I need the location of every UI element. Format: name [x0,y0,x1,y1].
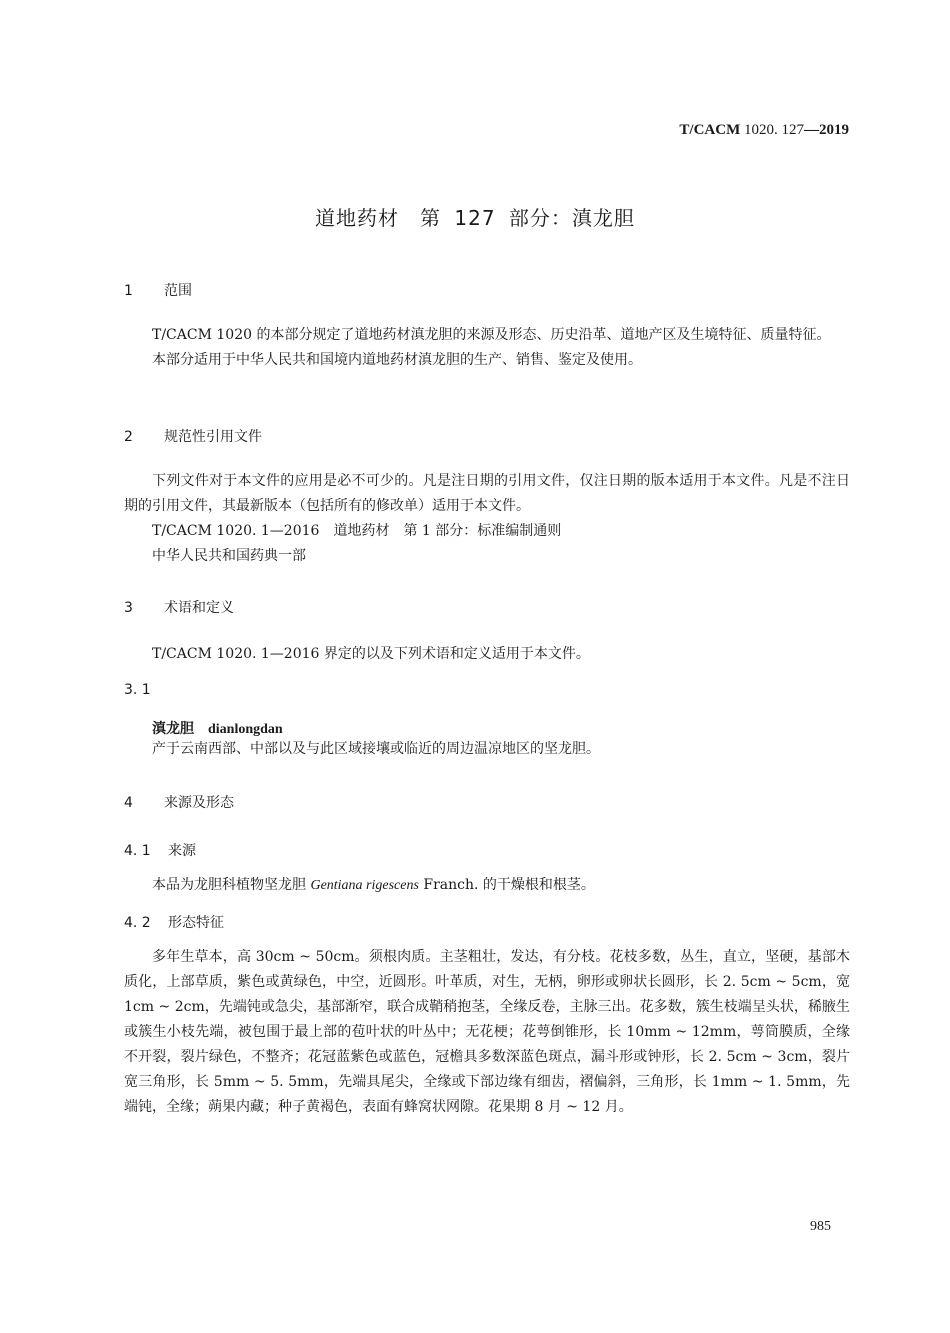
term-3-1-title [152,718,283,738]
subsection-4-2-title: 形态特征 [168,915,224,931]
section-3-heading [124,597,234,617]
section-2-paragraph: 下列文件对于本文件的应用是必不可少的。凡是注日期的引用文件，仅注日期的版本适用于本文件。凡是不注日期的引用文件，其最新版本（包括所有的修改单）适用于本文件。 [124,473,850,514]
section-4-heading [124,792,234,812]
section-2-number: 2 [124,429,133,445]
section-1-heading [124,280,192,300]
subsection-4-1-title: 来源 [168,843,196,859]
section-3-title: 术语和定义 [164,600,234,616]
page-number: 985 [810,1219,831,1234]
section-1-body [124,323,850,373]
section-1-title: 范围 [164,283,192,299]
section-2-body [124,469,850,569]
section-4-number: 4 [124,795,133,811]
section-1-number: 1 [124,283,133,299]
section-4-title: 来源及形态 [164,795,234,811]
section-2-heading [124,426,262,446]
standard-code [679,122,849,139]
term-3-1-number: 3. 1 [124,682,151,698]
subsection-4-2-body [124,945,850,1120]
section-3-number: 3 [124,600,133,616]
source-paragraph [124,873,850,898]
document-title: 道地药材 第 127 部分：滇龙胆 [315,206,635,230]
section-2-reference: T/CACM 1020. 1—2016 道地药材 第 1 部分：标准编制通则 [152,523,562,539]
standard-code-prefix: T/CACM [679,122,741,138]
section-2-title: 规范性引用文件 [164,429,262,445]
subsection-4-2-heading [124,912,224,932]
standard-code-year: —2019 [804,122,849,138]
term-en: dianlongdan [208,722,283,737]
section-3-paragraph: T/CACM 1020. 1—2016 界定的以及下列术语和定义适用于本文件。 [152,646,590,662]
section-1-paragraph: 本部分适用于中华人民共和国境内道地药材滇龙胆的生产、销售、鉴定及使用。 [152,352,642,368]
section-3-body [124,642,850,667]
morphology-paragraph: 多年生草本，高 30cm ~ 50cm。须根肉质。主茎粗壮，发达，有分枝。花枝多数，丛生，直立，坚硬，基部木质化，上部草质，紫色或黄绿色，中空，近圆形。叶革质，对生，无柄，卵形或卵状长圆形，长 2. 5cm ~ 5cm，宽 1cm ~ 2cm，先端钝或急尖，基部渐窄，联合成鞘稍抱茎，全缘反卷，主脉三出。花多数，簇生枝端呈头状，稀腋生或簇生小枝先端，被包围于最上部的苞叶状的叶丛中；无花梗；花萼倒锥形，长 10mm ~ 12mm，萼筒膜质，全缘不开裂，裂片绿色，不整齐；花冠蓝紫色或蓝色，冠檐具多数深蓝色斑点，漏斗形或钟形，长 2. 5cm ~ 3cm，裂片宽三角形，长 5mm ~ 5. 5mm，先端具尾尖，全缘或下部边缘有细齿，褶偏斜，三角形，长 1mm ~ 1. 5mm，先端钝，全缘；蒴果内藏；种子黄褐色，表面有蜂窝状网隙。花果期 8 月 ~ 12 月。 [124,949,850,1115]
subsection-4-1-number: 4. 1 [124,843,151,859]
standard-code-number: 1020. 127 [740,122,804,138]
section-1-paragraph: T/CACM 1020 的本部分规定了道地药材滇龙胆的来源及形态、历史沿革、道地产区及生境特征、质量特征。 [152,327,831,343]
subsection-4-1-body [124,873,850,898]
term-definition: 产于云南西部、中部以及与此区域接壤或临近的周边温凉地区的坚龙胆。 [152,741,600,757]
subsection-4-2-number: 4. 2 [124,915,151,931]
section-2-reference: 中华人民共和国药典一部 [152,548,306,564]
term-zh: 滇龙胆 [152,721,194,737]
term-3-1-definition-block [124,737,850,762]
latin-name: Gentiana rigescens [310,878,419,893]
subsection-4-1-heading [124,840,196,860]
source-text-before: 本品为龙胆科植物坚龙胆 [152,877,311,893]
source-text-after: Franch. 的干燥根和根茎。 [418,877,595,893]
